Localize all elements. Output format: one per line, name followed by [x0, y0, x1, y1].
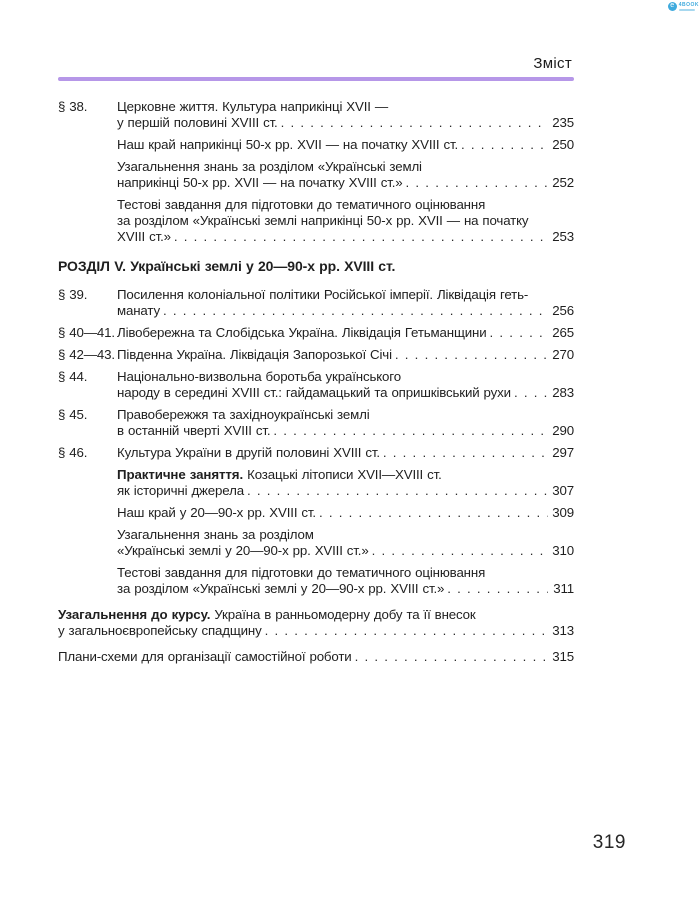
dot-leader: [447, 581, 548, 597]
toc-line: [117, 303, 574, 319]
toc-line: [117, 347, 574, 363]
toc-line: [117, 543, 574, 559]
watermark-text: 4BOOK: [678, 2, 699, 8]
entry-title-line: Церковне життя. Культура наприкінці XVII —: [117, 99, 389, 114]
entry-label: § 39.: [58, 287, 88, 302]
entry-page-number: 310: [552, 543, 574, 558]
entry-bold-lead: Узагальнення до курсу.: [58, 607, 211, 622]
entry-bold-lead: Практичне заняття.: [117, 467, 244, 482]
toc-line: [117, 423, 574, 439]
entry-title-line: за розділом «Українські землі наприкінці 50-х рр. XVII — на початку: [117, 213, 529, 228]
entry-title-line: Практичне заняття. Козацькі літописи XVII—XVIII ст.: [117, 467, 442, 482]
entry-content: [117, 99, 574, 131]
toc-entry: [58, 347, 574, 363]
entry-content: [117, 407, 574, 439]
toc-entry: [58, 505, 574, 521]
entry-title-line: Узагальнення знань за розділом: [117, 527, 314, 542]
header-rule: [58, 77, 574, 81]
entry-label: [58, 467, 117, 499]
entry-title-line: Плани-схеми для організації самостійної роботи: [58, 649, 352, 664]
toc-line: [117, 505, 574, 521]
toc-line: [117, 213, 574, 229]
entry-page-number: 311: [553, 581, 574, 596]
entry-page-number: 313: [552, 623, 574, 638]
entry-content: [117, 159, 574, 191]
entry-content: [117, 197, 574, 245]
toc-line: [117, 137, 574, 153]
entry-label: § 45.: [58, 407, 88, 422]
entry-content: [117, 527, 574, 559]
entry-label: § 38.: [58, 99, 88, 114]
page-number: 319: [592, 832, 626, 853]
entry-page-number: 307: [552, 483, 574, 498]
entry-page-number: 270: [552, 347, 574, 362]
entry-title-line: у загальноєвропейську спадщину: [58, 623, 262, 638]
toc-entry: [58, 407, 574, 439]
toc-line: [117, 407, 574, 423]
entry-label: § 46.: [58, 445, 88, 460]
entry-title-line: Культура України в другій половині XVIII ст.: [117, 445, 380, 460]
entry-title-line: у першій половині XVIII ст.: [117, 115, 278, 130]
entry-content: [117, 565, 574, 597]
toc-line: [117, 581, 574, 597]
entry-content: [117, 505, 574, 521]
dot-leader: [174, 229, 548, 245]
entry-label: [58, 527, 117, 559]
toc-entry: [58, 445, 574, 461]
entry-page-number: 315: [552, 649, 574, 664]
toc-line: [117, 197, 574, 213]
dot-leader: [265, 623, 548, 639]
entry-page-number: 309: [552, 505, 574, 520]
toc-entry: [58, 197, 574, 245]
entry-page-number: 283: [552, 385, 574, 400]
entry-content: [117, 445, 574, 461]
dot-leader: [372, 543, 548, 559]
dot-leader: [383, 445, 548, 461]
entry-title-line: Тестові завдання для підготовки до тематичного оцінювання: [117, 197, 486, 212]
dot-leader: [514, 385, 548, 401]
toc-line: [117, 325, 574, 341]
entry-label: [58, 197, 117, 245]
toc-line: [117, 385, 574, 401]
toc-entry: [58, 159, 574, 191]
entry-label: [58, 565, 117, 597]
toc-line: [117, 445, 574, 461]
entry-page-number: 253: [552, 229, 574, 244]
dot-leader: [406, 175, 548, 191]
publisher-watermark: [668, 2, 699, 11]
entry-title-line: народу в середині XVIII ст.: гайдамацький та опришківський рухи: [117, 385, 511, 400]
entry-title-line: XVIII ст.»: [117, 229, 171, 244]
entry-label: § 40—41.: [58, 325, 115, 340]
toc-entry: [58, 607, 574, 639]
entry-content: [58, 607, 574, 639]
toc-line: [117, 527, 574, 543]
entry-label: [58, 159, 117, 191]
entry-title-line: Правобережжя та західноукраїнські землі: [117, 407, 370, 422]
toc-line: [58, 649, 574, 665]
toc-entry: [58, 467, 574, 499]
entry-title-line: Наш край наприкінці 50-х рр. XVII — на початку XVIII ст.: [117, 137, 459, 152]
toc-line: [117, 115, 574, 131]
dot-leader: [281, 115, 548, 131]
e-circle-icon: [668, 2, 677, 11]
toc-line: [117, 229, 574, 245]
entry-content: [117, 369, 574, 401]
toc-line: [117, 467, 574, 483]
table-of-contents: [58, 99, 574, 671]
dot-leader: [319, 505, 548, 521]
watermark-subline: [679, 9, 695, 11]
entry-title-line: «Українські землі у 20—90-х рр. XVIII ст.»: [117, 543, 369, 558]
entry-title-line: Узагальнення до курсу. Україна в ранньомодерну добу та її внесок: [58, 607, 476, 622]
page-header: [58, 56, 574, 81]
dot-leader: [163, 303, 548, 319]
contents-title: Зміст: [533, 55, 572, 72]
toc-entry: [58, 99, 574, 131]
toc-line: [117, 565, 574, 581]
entry-title-line: за розділом «Українські землі у 20—90-х рр. XVIII ст.»: [117, 581, 445, 596]
entry-content: [117, 325, 574, 341]
entry-content: [58, 649, 574, 665]
toc-line: [58, 607, 574, 623]
entry-page-number: 290: [552, 423, 574, 438]
watermark-text-block: [679, 2, 699, 11]
toc-entry: [58, 649, 574, 665]
toc-line: [117, 159, 574, 175]
dot-leader: [247, 483, 548, 499]
entry-title-line: Південна Україна. Ліквідація Запорозької Січі: [117, 347, 392, 362]
toc-entry: [58, 565, 574, 597]
entry-title-line: як історичні джерела: [117, 483, 244, 498]
toc-line: [117, 287, 574, 303]
entry-title-line: наприкінці 50-х рр. XVII — на початку XVIII ст.»: [117, 175, 403, 190]
entry-title-line: Тестові завдання для підготовки до тематичного оцінювання: [117, 565, 486, 580]
entry-title-line: Узагальнення знань за розділом «Українські землі: [117, 159, 422, 174]
toc-line: [117, 99, 574, 115]
entry-content: [117, 287, 574, 319]
entry-label: § 44.: [58, 369, 88, 384]
entry-page-number: 256: [552, 303, 574, 318]
entry-label: [58, 505, 117, 521]
dot-leader: [273, 423, 548, 439]
toc-entry: [58, 287, 574, 319]
entry-title-line: в останній чверті XVIII ст.: [117, 423, 271, 438]
dot-leader: [355, 649, 548, 665]
toc-entry: [58, 369, 574, 401]
dot-leader: [395, 347, 548, 363]
entry-title-line: Лівобережна та Слобідська Україна. Ліквідація Гетьманщини: [117, 325, 487, 340]
entry-page-number: 252: [552, 175, 574, 190]
entry-page-number: 250: [552, 137, 574, 152]
entry-label: [58, 137, 117, 153]
entry-title-line: манату: [117, 303, 160, 318]
toc-entry: [58, 137, 574, 153]
entry-title-line: Наш край у 20—90-х рр. XVIII ст.: [117, 505, 316, 520]
entry-page-number: 265: [552, 325, 574, 340]
entry-content: [117, 467, 574, 499]
entry-title-line: Посилення колоніальної політики Російської імперії. Ліквідація геть-: [117, 287, 529, 302]
toc-line: [117, 369, 574, 385]
toc-entry: [58, 325, 574, 341]
section-heading: РОЗДІЛ V. Українські землі у 20—90-х рр. XVIII ст.: [58, 258, 396, 274]
toc-line: [58, 623, 574, 639]
dot-leader: [461, 137, 548, 153]
entry-page-number: 235: [552, 115, 574, 130]
entry-page-number: 297: [552, 445, 574, 460]
entry-content: [117, 137, 574, 153]
entry-label: § 42—43.: [58, 347, 115, 362]
dot-leader: [490, 325, 548, 341]
toc-line: [117, 175, 574, 191]
toc-line: [117, 483, 574, 499]
entry-title-line: Національно-визвольна боротьба українського: [117, 369, 401, 384]
toc-entry: [58, 527, 574, 559]
entry-content: [117, 347, 574, 363]
